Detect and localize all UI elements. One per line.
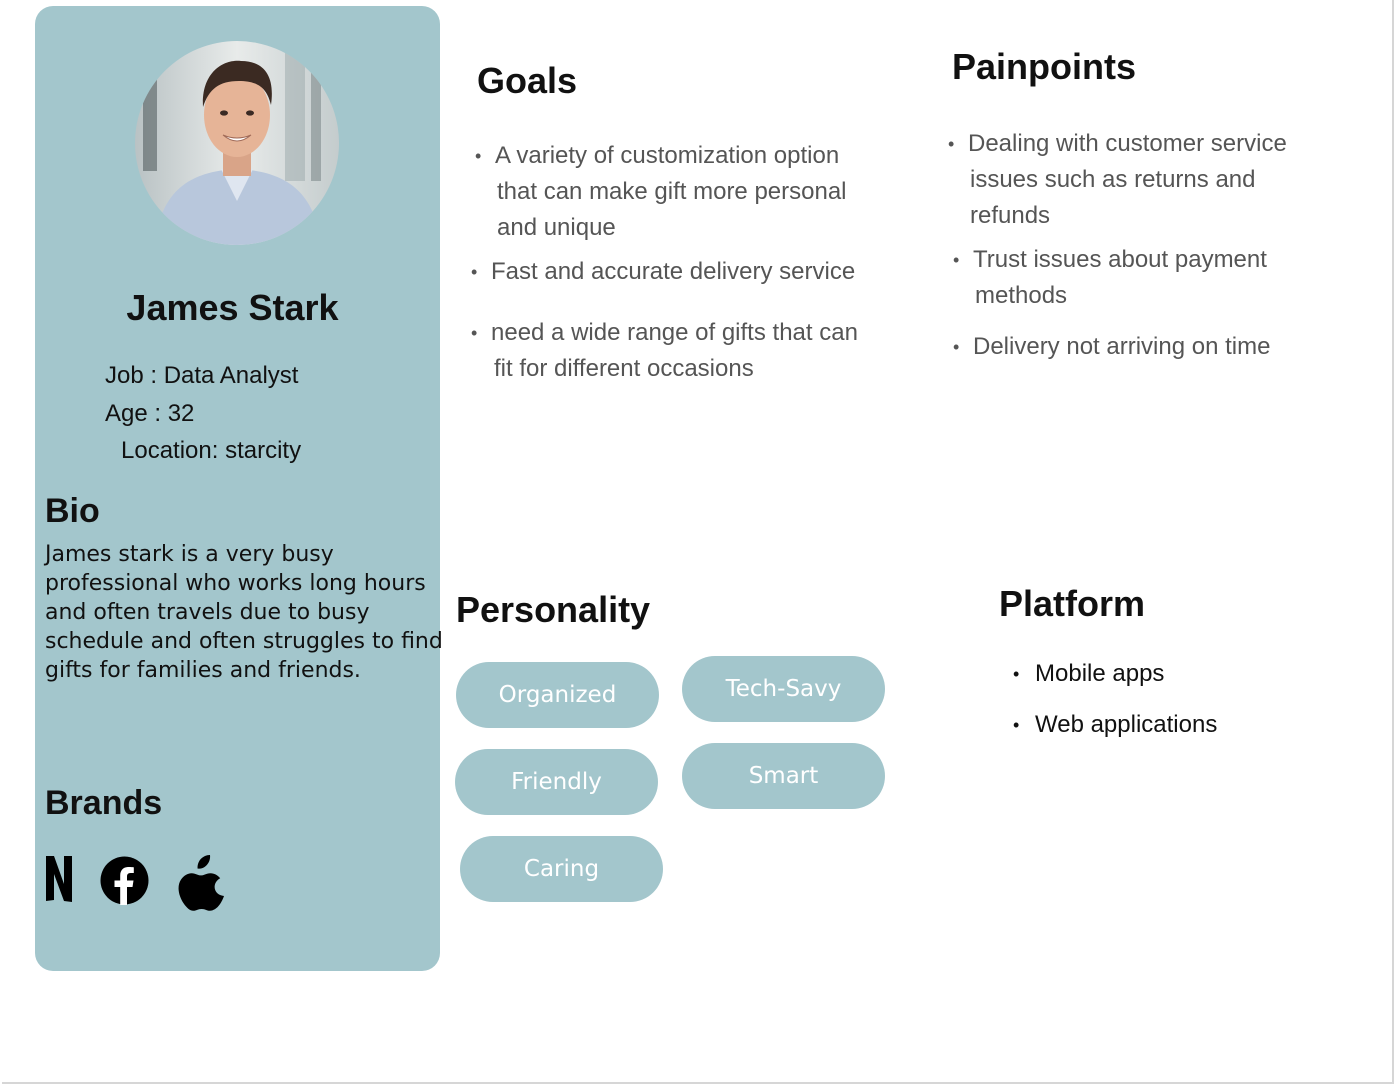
facebook-icon	[100, 856, 149, 905]
goal-item-line: fit for different occasions	[494, 355, 754, 382]
painpoint-item: • Trust issues about payment	[953, 246, 1267, 273]
goal-item-line: and unique	[497, 214, 616, 241]
job-detail: Job : Data Analyst	[105, 362, 299, 389]
personality-heading: Personality	[456, 589, 651, 630]
trait-pill-organized: Organized	[456, 662, 659, 728]
bio-text: James stark is a very busy professional who works long hours and often travels due to busy schedule and often struggles to find gifts for families and friends.	[45, 542, 443, 683]
painpoint-item: • Dealing with customer service	[948, 130, 1287, 157]
goal-item-line: that can make gift more personal	[497, 178, 847, 205]
platform-heading: Platform	[999, 583, 1146, 624]
trait-pill-friendly: Friendly	[455, 749, 658, 815]
brands-heading: Brands	[45, 784, 163, 822]
profile-photo	[135, 41, 339, 245]
persona-name: James Stark	[126, 287, 339, 328]
location-detail: Location: starcity	[121, 437, 302, 464]
age-detail: Age : 32	[105, 400, 195, 427]
painpoint-item-line: refunds	[970, 202, 1051, 229]
painpoints-heading: Painpoints	[952, 46, 1137, 87]
platform-item: • Mobile apps	[1013, 660, 1165, 687]
trait-pill-tech-savy: Tech-Savy	[682, 656, 885, 722]
trait-pill-smart: Smart	[682, 743, 885, 809]
apple-icon	[178, 854, 225, 911]
goal-item: • A variety of customization option	[475, 142, 840, 169]
platform-item: • Web applications	[1013, 711, 1218, 738]
goals-heading: Goals	[477, 60, 578, 101]
painpoint-item: • Delivery not arriving on time	[953, 333, 1271, 360]
netflix-icon	[46, 856, 72, 902]
bio-heading: Bio	[45, 492, 100, 530]
goal-item: • Fast and accurate delivery service	[471, 258, 856, 285]
trait-pill-caring: Caring	[460, 836, 663, 902]
painpoint-item-line: methods	[975, 282, 1068, 309]
goal-item: • need a wide range of gifts that can	[471, 319, 858, 346]
person-photo-icon	[135, 41, 339, 245]
painpoint-item-line: issues such as returns and	[970, 166, 1256, 193]
